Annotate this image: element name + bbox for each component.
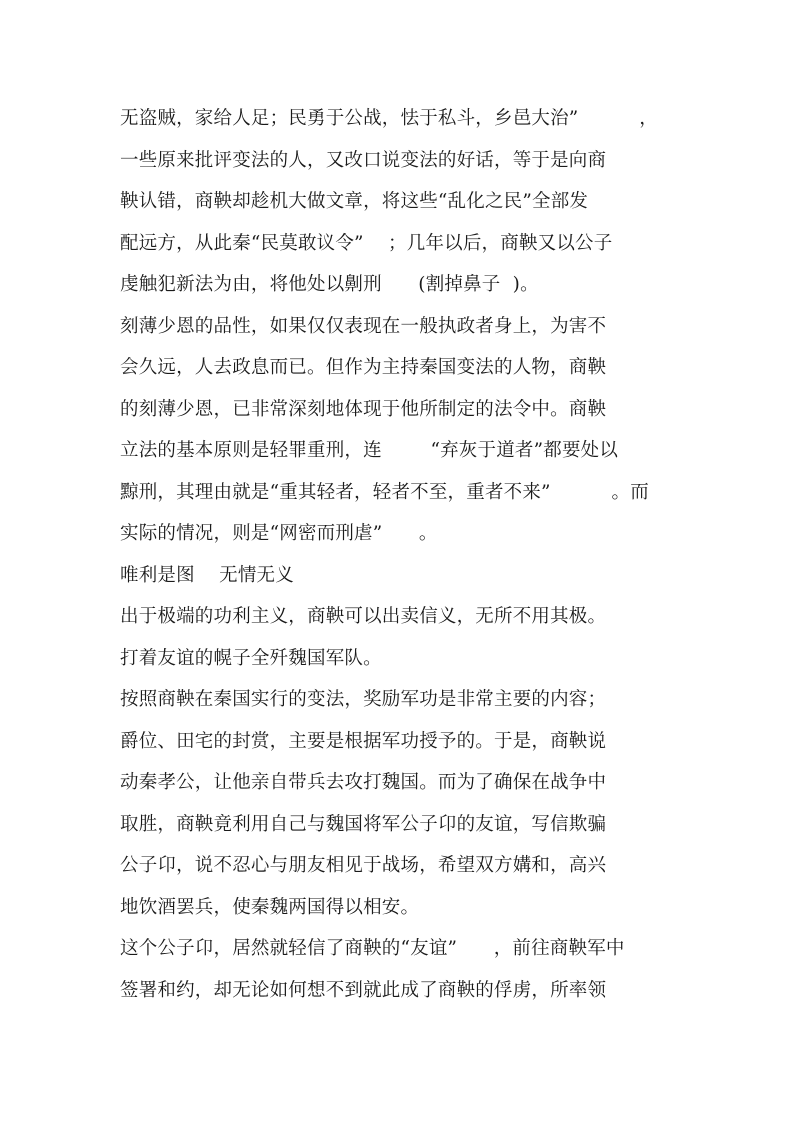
- text-line: 爵位、田宅的封赏，主要是根据军功授予的。于是，商鞅说: [120, 731, 607, 752]
- section-heading: 唯利是图 无情无义: [120, 565, 294, 586]
- text-line: 的刻薄少恩，已非常深刻地体现于他所制定的法令中。商鞅: [120, 399, 607, 420]
- text-line: 刻薄少恩的品性，如果仅仅表现在一般执政者身上，为害不: [120, 316, 607, 337]
- text-line: 无盗贼，家给人足；民勇于公战，怯于私斗，乡邑大治” ，: [120, 108, 658, 129]
- text-line: 黥刑，其理由就是“重其轻者，轻者不至，重者不来” 。而: [120, 482, 649, 503]
- text-line: 会久远，人去政息而已。但作为主持秦国变法的人物，商鞅: [120, 357, 607, 378]
- text-line: 动秦孝公，让他亲自带兵去攻打魏国。而为了确保在战争中: [120, 772, 607, 793]
- text-line: 这个公子卬，居然就轻信了商鞅的“友谊” ，前往商鞅军中: [120, 938, 625, 959]
- text-line: 出于极端的功利主义，商鞅可以出卖信义，无所不用其极。: [120, 606, 607, 627]
- text-line: 一些原来批评变法的人，又改口说变法的好话，等于是向商: [120, 150, 607, 171]
- text-line: 地饮酒罢兵，使秦魏两国得以相安。: [120, 897, 420, 918]
- text-line: 配远方，从此秦“民莫敢议令” ；几年以后，商鞅又以公子: [120, 233, 613, 254]
- text-line: 按照商鞅在秦国实行的变法，奖励军功是非常主要的内容；: [120, 689, 607, 710]
- text-line: 鞅认错，商鞅却趁机大做文章，将这些“乱化之民”全部发: [120, 191, 589, 212]
- text-line: 虔触犯新法为由，将他处以劓刑 (割掉鼻子 )。: [120, 274, 539, 295]
- text-line: 取胜，商鞅竟利用自己与魏国将军公子卬的友谊，写信欺骗: [120, 814, 607, 835]
- text-line: 实际的情况，则是“网密而刑虐” 。: [120, 523, 438, 544]
- text-line: 签署和约，却无论如何想不到就此成了商鞅的俘虏，所率领: [120, 980, 607, 1001]
- text-line: 公子卬，说不忍心与朋友相见于战场，希望双方媾和，高兴: [120, 855, 607, 876]
- text-line: 打着友谊的幌子全歼魏国军队。: [120, 648, 382, 669]
- text-line: 立法的基本原则是轻罪重刑，连 “弃灰于道者”都要处以: [120, 440, 619, 461]
